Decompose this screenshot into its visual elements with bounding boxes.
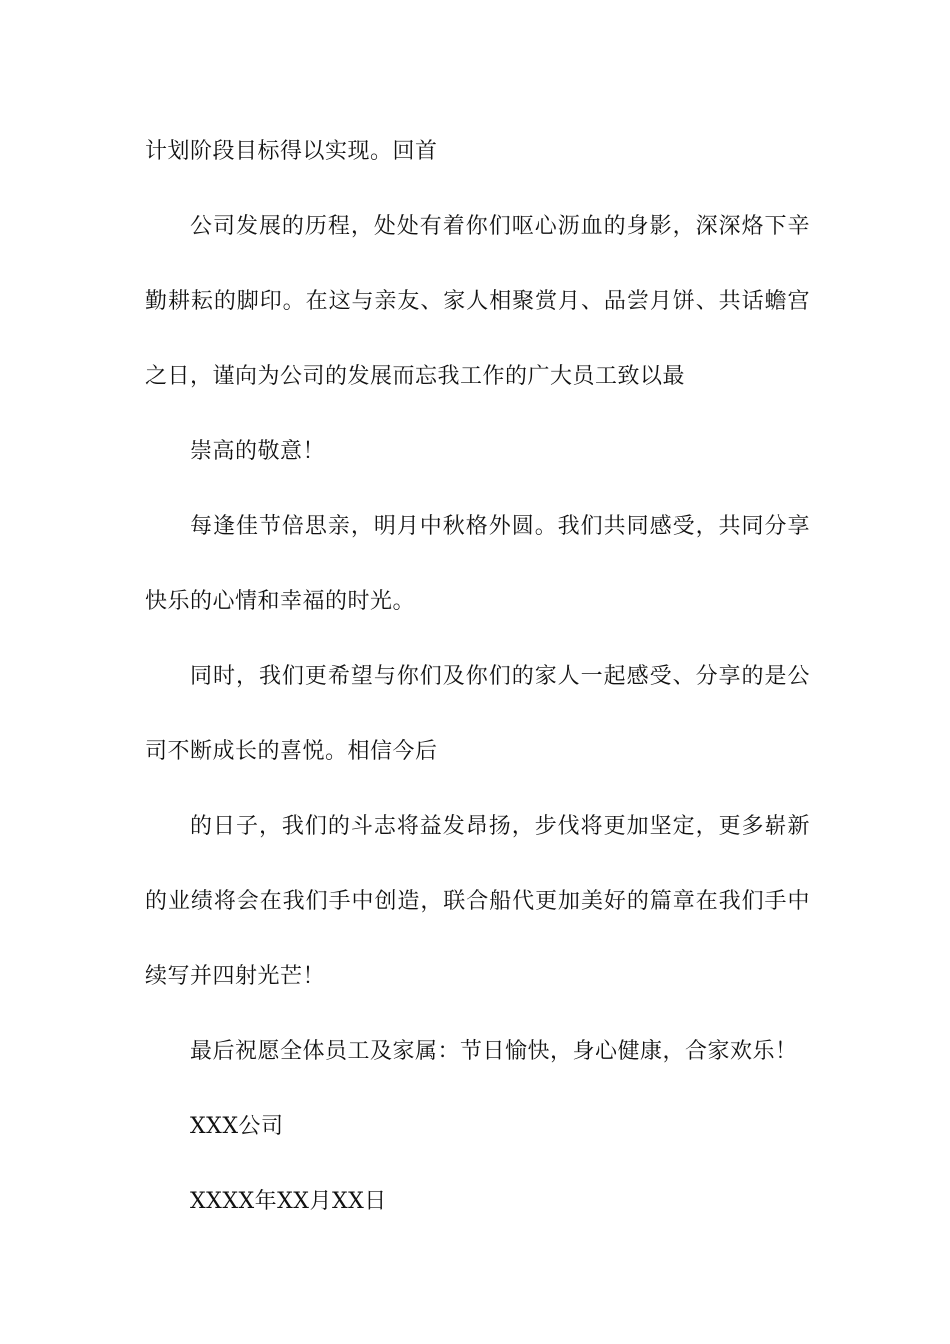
text-line-4: 之日，谨向为公司的发展而忘我工作的广大员工致以最 (145, 364, 686, 389)
text-line-12: 续写并四射光芒！ (145, 964, 326, 989)
text-line-8: 同时，我们更希望与你们及你们的家人一起感受、分享的是公 (190, 664, 810, 689)
text-line-9: 司不断成长的喜悦。相信今后 (145, 739, 438, 764)
text-line-2: 公司发展的历程，处处有着你们呕心沥血的身影，深深烙下辛 (190, 214, 810, 239)
signature-company: XXX公司 (190, 1114, 284, 1139)
text-line-3: 勤耕耘的脚印。在这与亲友、家人相聚赏月、品尝月饼、共话蟾宫 (145, 289, 810, 314)
text-line-11: 的业绩将会在我们手中创造，联合船代更加美好的篇章在我们手中 (145, 889, 810, 914)
text-line-6: 每逢佳节倍思亲，明月中秋格外圆。我们共同感受，共同分享 (190, 514, 810, 539)
text-line-7: 快乐的心情和幸福的时光。 (145, 589, 416, 614)
text-line-10: 的日子，我们的斗志将益发昂扬，步伐将更加坚定，更多崭新 (190, 814, 810, 839)
text-line-5: 崇高的敬意！ (190, 439, 326, 464)
text-line-13: 最后祝愿全体员工及家属：节日愉快，身心健康，合家欢乐！ (190, 1039, 798, 1064)
text-line-1: 计划阶段目标得以实现。回首 (145, 139, 438, 164)
signature-date: XXXX年XX月XX日 (190, 1189, 387, 1214)
